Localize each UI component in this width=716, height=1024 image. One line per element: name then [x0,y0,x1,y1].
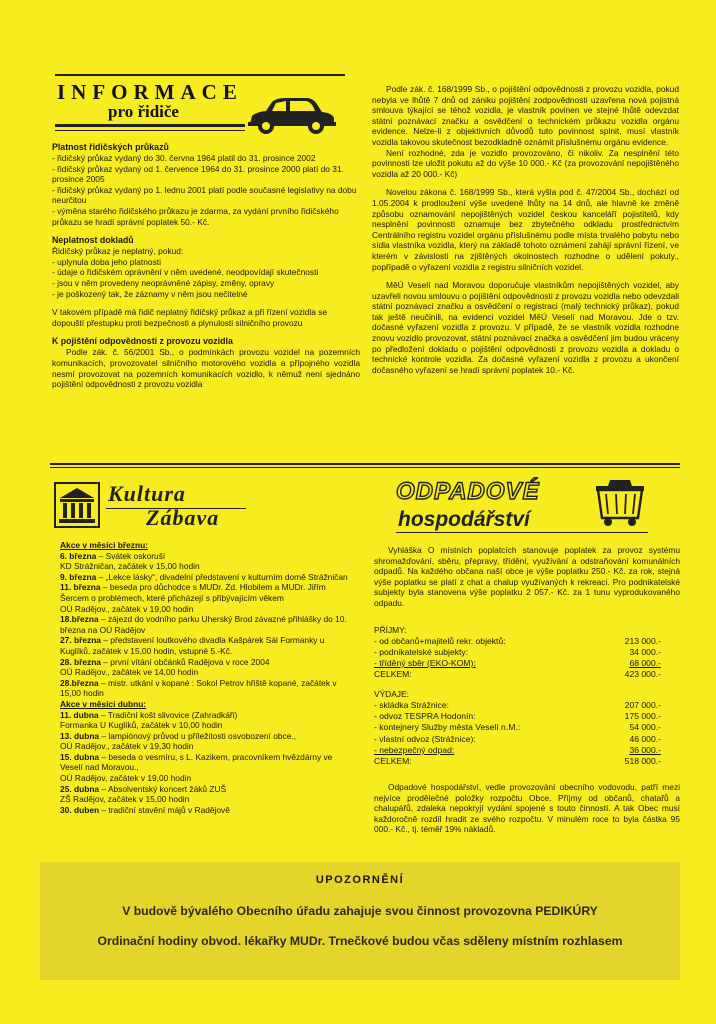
event-text: OÚ Radějov., začátek v 19,00 hodin [60,603,194,614]
waste-finances [374,625,661,767]
expense-row [374,722,661,733]
event-text: – Absolventský koncert žáků ZUŠ [99,783,227,794]
income-label: - podnikatelské subjekty: [374,646,469,657]
event-item [60,720,350,731]
event-date: 6. března [60,550,97,561]
waste-container-icon [592,478,648,528]
income-value: 213 000.- [624,635,661,646]
culture-title-1: Kultura [108,481,186,506]
insurance-heading: K pojištění odpovědnosti z provozu vozidla [52,336,233,347]
event-text: – Tradiční košt slivovice (Zahradkáři) [98,709,238,720]
expense-label: - odvoz TESPRA Hodonín: [374,711,476,722]
event-item [60,561,350,572]
event-date: 11. března [60,582,101,593]
income-total-value: 423 000.- [624,669,661,680]
event-item [60,794,350,805]
event-text: – lampiónový průvod u příležitosti osvobození obce., [99,730,297,741]
expense-total-value: 518 000.- [624,755,661,766]
insurance-paragraph-4: MěÚ Veselí nad Moravou doporučuje vlastníkům nepojištěných vozidel, aby uzavřeli novou smlouvu o pojištění odpovědnosti z provozu vozidla nebo odevzdali státní poznávací značku a osvědčení o registraci (malý technický průkaz), pokud tak ještě neučinili, na evidenci vozidel MěÚ Veselí nad Moravou. Jde o tzv. dočasné vyřazení vozidla z provozu. V případě, že se vlastník vozidla rozhodne znovu vozidlo provozovat, státní poznávací značka a osvědčení jim budou vráceny po předložení dokladu o pojištění odpovědnosti z provozu vozidla a dokladu o technické kontrole vozidla. Za dočasné vyřazení vozidla z provozu a ukončení dočasného vyřazení se hradí správní poplatek 10.- Kč. [372,280,679,375]
museum-building-icon [54,482,100,528]
notice-line-2: Ordinační hodiny obvod. lékařky MUDr. Trnečkové budou včas sděleny místním rozhlasem [97,934,623,948]
invalid-line: - je poškozený tak, že záznamy v něm jsou nečitelné [52,288,248,299]
waste-outro: Odpadové hospodářství, vedle provozování obecního vodovodu, patří mezi nejvíce prodělečné položky rozpočtu Obce. Příjmy od občanů, chatařů a chalupářů, zdaleka nepokryjí vydání spojené s touto činností. A tak Obec musí každoročně rozdíl hradit ze svého rozpočtu. V minulém roce to byla částka 95 000.- Kč., tj. téměř 19% nákladů. [374,782,680,835]
license-line: - řidičský průkaz vydaný od 1. července 1964 do 31. prosince 2000 platí do 31. prosince 2005 [52,163,344,185]
income-total-row [374,669,661,680]
waste-intro: Vyhláška O místních poplatcích stanovuje poplatek za provoz systému shromažďování, sběru, přepravy, třídění, využívání a odstraňování komunálních odpadů. Na každého občana naší obce je výše poplatku 250.- Kč. za rok, stejná výše poplatku se platí z chat a chalup využívaných k rekreaci. Pro podnikatelské subjekty byla stanovena výše poplatku 2 057.- Kč. za 1 tunu vyprodukovaného odpadu. [374,545,680,608]
expense-row [374,711,661,722]
expense-value: 36 000.- [629,744,661,755]
income-value: 68 000.- [629,657,661,668]
right-column [372,84,679,375]
invalid-intro: Řidičský průkaz je neplatný, pokud: [52,246,184,257]
march-heading: Akce v měsíci březnu: [60,540,148,550]
insurance-paragraph-2: Není rozhodné, zda je vozidlo provozováno, či nikoliv. Za nesplnění této povinnosti lze uložit pokutu až do výše 10 000.- Kč (za provozování nepojištěného vozidla až 20 000.- Kč) [372,147,679,179]
event-text: – tradiční stavění májů v Radějově [99,804,230,815]
expense-total-row [374,756,661,767]
invalid-heading: Neplatnost dokladů [52,235,134,246]
expense-label: - skládka Strážnice: [374,699,449,710]
event-text: – beseda o vesmíru, s L. Kazikem, pracovníkem hvězdárny ve Veselí nad Moravou., [60,751,333,773]
event-text: – zájezd do vodního parku Uherský Brod závazné přihlášky do 10. března na OÚ Radějov [60,614,347,635]
event-text: OÚ Radějov., začátek v 19,30 hodin [60,741,194,752]
license-heading: Platnost řidičských průkazů [52,142,169,152]
waste-title-rule [396,532,648,533]
insurance-paragraph-1: Podle zák. č. 168/1999 Sb., o pojištění odpovědnosti z provozu vozidla, pokud nebyla ve lhůtě 7 dnů od zániku pojištění zodpovědnosti uzavřena nová pojistná smlouva týkající se téhož vozidla, je vlastník povinen ve stejné lhůtě odevzdat státní poznávací značku a osvědčení o technickém průkazu vozidla orgánu evidence. Nelze-li z objektivních důvodů tuto povinnost splnit, musí vlastník vozidla takovou skutečnost bezodkladně oznámit příslušnému orgánu evidence. [372,84,679,147]
expense-value: 207 000.- [624,699,661,710]
header-bottom-rule-thin [55,130,245,131]
section-divider [50,463,680,465]
expense-table [374,700,661,767]
income-row [374,636,661,647]
car-icon [246,92,338,136]
section-divider-thin [50,467,680,468]
insurance-paragraph-3: Novelou zákona č. 168/1999 Sb., která vyšla pod č. 47/2004 Sb., dochází od 1.05.2004 k prodloužení výše uvedené lhůty na 14 dnů, ale hlavně ke změně způsobu oznamování nepojištěných vozidel českou kanceláří pojistitelů, kdy nesplnění povinnosti oznamuje bez zbytečného odkladu prostřednictvím Centrálního registru vozidel orgánu příslušnému podle místa trvalého pobytu nebo sídla vlastníka vozidla, který na základě tohoto oznámení zahájí správní řízení, ve kterém v závislosti na zjištěných okolnostech rozhodne o udělení pokuty., popřípadě o vyřazení vozidla z registru silničních vozidel. [372,187,679,272]
event-date: 9. března [60,571,97,582]
header-bottom-rule [55,124,245,127]
event-date: 13. dubna [60,730,100,741]
income-row [374,658,661,669]
header-top-rule [55,74,345,76]
event-item [60,741,350,752]
expense-row [374,700,661,711]
expense-heading: VÝDAJE: [374,689,409,700]
events-list [60,540,350,815]
income-label: - od občanů+majitelů rekr. objektů: [374,635,506,646]
event-item [60,678,350,699]
expense-row [374,745,661,756]
insurance-text: Podle zák. č. 56/2001 Sb., o podmínkách provozu vozidel na pozemních komunikacích, provozovatel silničního motorového vozidla a přípojného vozidla nesmí provozovat na pozemních komunikacích vozidlo, k němuž není sjednáno pojištění odpovědnosti z provozu vozidla [52,347,360,390]
event-text: ZŠ Radějov, začátek v 15,00 hodin [60,794,190,805]
invalid-line: - jsou v něm provedeny neoprávněné zápisy, změny, opravy [52,277,275,288]
event-text: KD Strážničan, začátek v 15,00 hodin [60,561,200,572]
event-text: – „Lekce lásky“, divadelní představení v kulturním domě Strážničan [96,571,348,582]
notice-box [40,862,680,980]
event-item [60,604,350,615]
event-date: 15. dubna [60,751,100,762]
info-title: INFORMACE [57,80,243,104]
waste-title-2: hospodářství [398,508,530,531]
expense-label: - vlastní odvoz (Strážnice): [374,733,476,744]
event-date: 27. března [60,635,101,646]
left-column [52,142,360,390]
expense-value: 175 000.- [624,711,661,722]
income-row [374,647,661,658]
expense-row [374,734,661,745]
culture-title-2: Zábava [146,505,220,530]
invalid-line: - údaje o řidičském oprávnění v něm uvedené, neodpovídají skutečnosti [52,267,319,278]
notice-title: UPOZORNĚNÍ [315,874,405,886]
expense-label: - kontejnery Služby města Veselí n.M.: [374,722,521,733]
event-item [60,572,350,583]
event-item [60,582,350,603]
event-text: – mistr. utkání v kopané : Sokol Petrov hřiště kopané, začátek v 15,00 hodin [60,677,337,699]
income-total-label: CELKEM: [374,669,412,680]
license-line: - řidičský průkaz vydaný po 1. lednu 2001 platí podle současné legislativy na dobu neurčitou [52,184,357,206]
event-date: 28. března [60,656,101,667]
event-date: 25. dubna [60,783,100,794]
expense-value: 54 000.- [629,722,661,733]
event-date: 18.března [60,614,99,625]
event-item [60,784,350,795]
event-item [60,752,350,773]
event-item [60,657,350,668]
invalid-line: - uplynula doba jeho platnosti [52,256,161,267]
event-item [60,731,350,742]
income-heading: PŘÍJMY: [374,625,407,635]
event-item [60,635,350,656]
event-item [60,614,350,635]
waste-title-1: ODPADOVÉ [396,478,540,505]
expense-label: - nebezpečný odpad: [374,744,455,755]
income-value: 34 000.- [629,646,661,657]
event-date: 28.března [60,677,99,688]
event-item [60,667,350,678]
event-text: OÚ Radějov., začátek ve 14,00 hodin [60,667,199,678]
income-label: - tříděný sběr (EKO-KOM): [374,657,476,668]
event-date: 30. duben [60,804,100,815]
license-line: - výměna starého řidičského průkazu je zdarma, za vydání prvního řidičského průkazu se hradí správní poplatek 50.- Kč. [52,205,339,227]
info-subtitle: pro řidiče [108,102,179,121]
invalid-note: V takovém případě má řidič neplatný řidičský průkaz a při řízení vozidla se dopouští přestupku proti bezpečnosti a plynulosti silničního provozu [52,307,328,328]
event-item [60,805,350,816]
event-item [60,710,350,721]
income-table [374,636,661,681]
event-text: – představení loutkového divadla Kašpárek Sál Formanky u Kuglíků, začátek v 15,00 hodin, vstupné 5.-Kč. [60,635,325,656]
event-item [60,551,350,562]
event-text: OÚ Radějov, začátek v 19,00 hodin [60,773,192,784]
event-text: Formanka U Kuglíků, začátek v 10,00 hodin [60,720,223,731]
expense-value: 46 000.- [629,733,661,744]
license-line: - řidičský průkaz vydaný do 30. června 1964 platil do 31. prosince 2002 [52,153,316,163]
expense-total-label: CELKEM: [374,755,412,766]
notice-line-1: V budově bývalého Obecního úřadu zahajuje svou činnost provozovna PEDIKÚRY [122,904,598,918]
event-text: – beseda pro důchodce s MUDr. Zd. Hlobilem a MUDr. Jiřím Šercem o problémech, které přicházejí s přibývajícím věkem [60,582,326,603]
event-item [60,773,350,784]
event-text: – první vítání občánků Radějova v roce 2004 [100,656,270,667]
event-date: 11. dubna [60,709,99,720]
event-text: – Svátek oskoruší [96,550,166,561]
april-heading: Akce v měsíci dubnu: [60,698,147,709]
